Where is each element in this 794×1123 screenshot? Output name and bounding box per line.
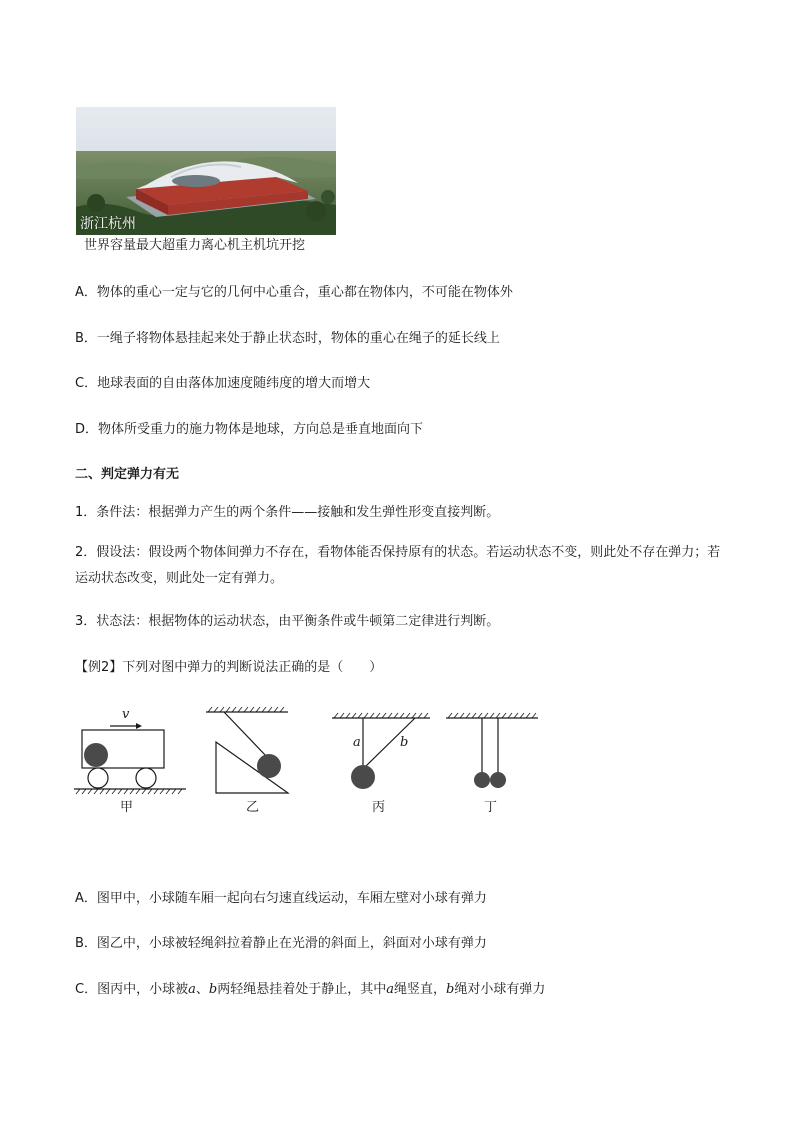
q1-option-c: C．地球表面的自由落体加速度随纬度的增大而增大 — [75, 376, 371, 391]
q1-option-b: B．一绳子将物体悬挂起来处于静止状态时，物体的重心在绳子的延长线上 — [75, 331, 500, 346]
example-2-option-a: A．图甲中，小球随车厢一起向右匀速直线运动，车厢左壁对小球有弹力 — [75, 891, 487, 906]
example-2-figure — [70, 698, 550, 828]
elastic-force-diagrams — [70, 698, 550, 828]
section-heading: 二、判定弹力有无 — [75, 467, 180, 482]
photo-location-label: 浙江杭州 — [80, 216, 136, 232]
ball-ding-left — [474, 772, 490, 788]
ball-jia — [84, 743, 108, 767]
label-yi: 乙 — [246, 800, 260, 815]
example-2-prompt: 【例2】下列对图中弹力的判断说法正确的是（ ） — [75, 660, 383, 675]
diagram-jia — [74, 707, 186, 815]
velocity-label: v — [122, 707, 130, 722]
rope-b-label: b — [400, 735, 409, 750]
label-bing: 丙 — [372, 800, 386, 815]
method-assumption: 2．假设法：假设两个物体间弹力不存在，看物体能否保持原有的状态。若运动状态不变，则此处不存在弹力；若运动状态改变，则此处一定有弹力。 — [75, 545, 721, 586]
example-2-option-b: B．图乙中，小球被轻绳斜拉着静止在光滑的斜面上，斜面对小球有弹力 — [75, 936, 487, 951]
photo-caption: 世界容量最大超重力离心机主机坑开挖 — [84, 238, 306, 253]
diagram-ding — [446, 713, 538, 815]
diagram-bing — [332, 713, 430, 815]
q1-option-a: A．物体的重心一定与它的几何中心重合，重心都在物体内，不可能在物体外 — [75, 285, 513, 300]
stadium-photo — [76, 107, 336, 235]
ball-bing — [351, 765, 375, 789]
ball-yi — [257, 754, 281, 778]
diagram-yi — [206, 707, 288, 815]
example-2-option-c: C．图丙中，小球被a、b两轻绳悬挂着处于静止，其中a绳竖直，b绳对小球有弹力 — [75, 982, 546, 997]
rope-a-label: a — [353, 735, 361, 750]
label-ding: 丁 — [484, 800, 498, 815]
ball-ding-right — [490, 772, 506, 788]
label-jia: 甲 — [120, 800, 134, 815]
method-state: 3．状态法：根据物体的运动状态，由平衡条件或牛顿第二定律进行判断。 — [75, 614, 500, 629]
method-condition: 1．条件法：根据弹力产生的两个条件——接触和发生弹性形变直接判断。 — [75, 505, 500, 520]
q1-option-d: D．物体所受重力的施力物体是地球，方向总是垂直地面向下 — [75, 422, 424, 437]
